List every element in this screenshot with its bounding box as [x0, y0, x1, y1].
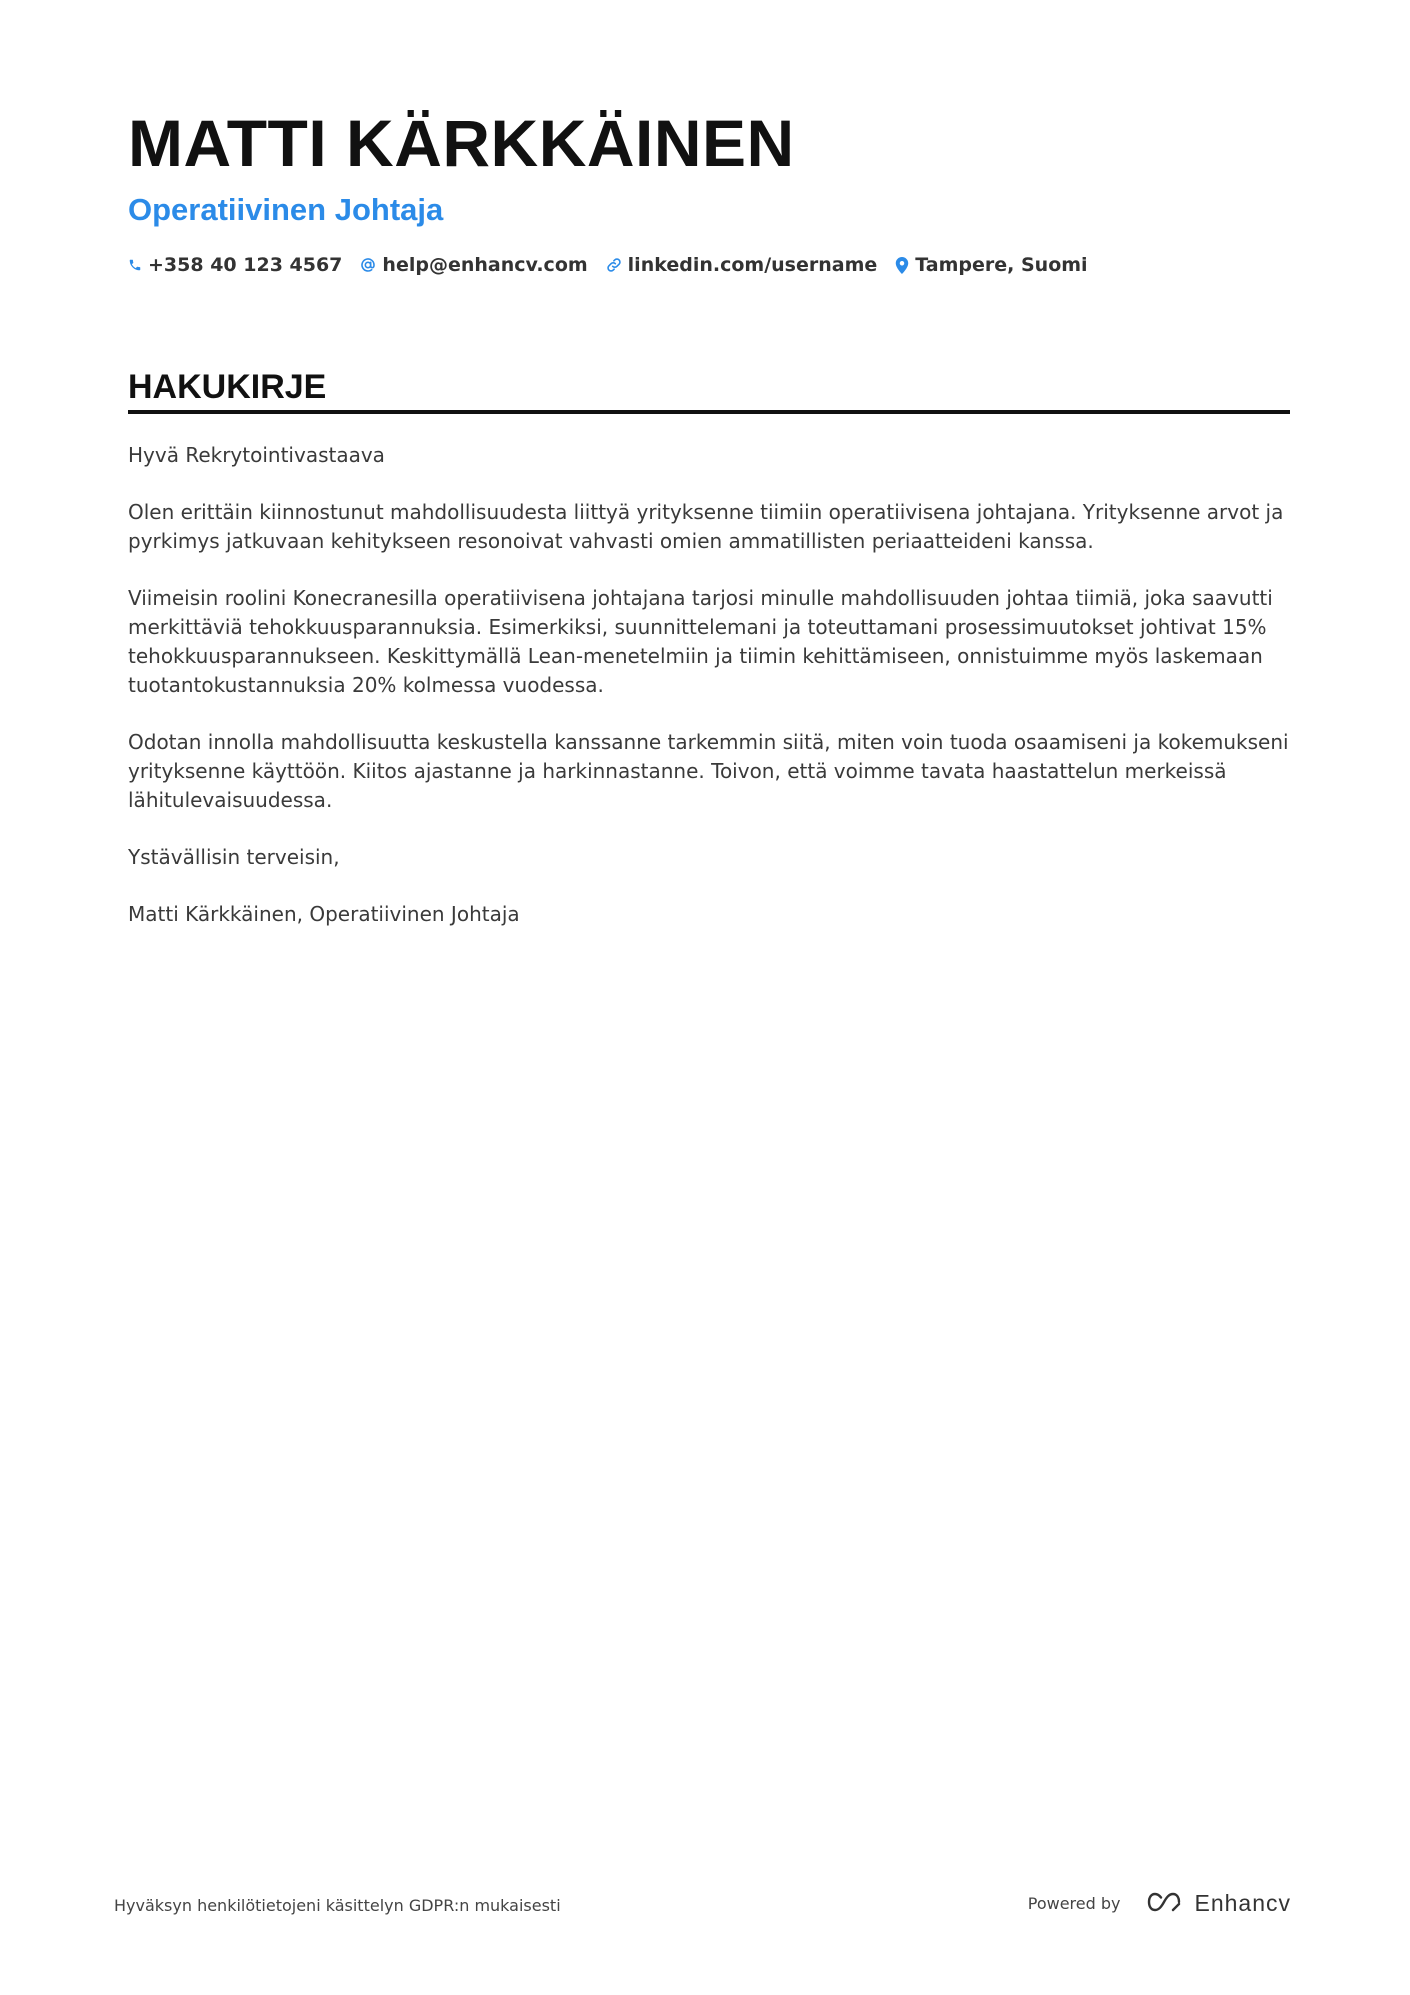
- phone-text: +358 40 123 4567: [148, 254, 343, 276]
- closing: Ystävällisin terveisin,: [128, 845, 340, 869]
- contact-linkedin[interactable]: [606, 254, 878, 276]
- letter-paragraph: Olen erittäin kiinnostunut mahdollisuudesta liittyä yrityksenne tiimiin operatiivisena johtajana. Yrityksenne arvot ja pyrkimys jatkuvaan kehitykseen resonoivat vahvasti omien ammatillisten periaatteideni kanssa.: [128, 500, 1284, 553]
- link-icon: [606, 257, 622, 273]
- location-text: Tampere, Suomi: [915, 254, 1088, 276]
- signature: Matti Kärkkäinen, Operatiivinen Johtaja: [128, 902, 520, 926]
- job-title: Operatiivinen Johtaja: [128, 192, 444, 227]
- linkedin-text: linkedin.com/username: [627, 254, 878, 276]
- letter-paragraph: Odotan innolla mahdollisuutta keskustella kanssanne tarkemmin siitä, miten voin tuoda osaamiseni ja kokemukseni yrityksenne käyttöön. Kiitos ajastanne ja harkinnastanne. Toivon, että voimme tavata haastattelun merkeissä lähitulevaisuudessa.: [128, 730, 1289, 812]
- section-divider: [128, 410, 1290, 414]
- contact-row: [128, 254, 1088, 276]
- enhancv-logo-text: Enhancv: [1194, 1890, 1291, 1916]
- enhancv-logo-icon: [1146, 1891, 1182, 1917]
- contact-phone[interactable]: [128, 254, 342, 276]
- letter-paragraph: Viimeisin roolini Konecranesilla operatiivisena johtajana tarjosi minulle mahdollisuuden johtaa tiimiä, joka saavutti merkittäviä tehokkuusparannuksia. Esimerkiksi, suunnittelemani ja toteuttamani prosessimuutokset johtivat 15% tehokkuusparannukseen. Keskittymällä Lean-menetelmiin ja tiimin kehittämiseen, onnistuimme myös laskemaan tuotantokustannuksia 20% kolmessa vuodessa.: [128, 586, 1273, 697]
- location-pin-icon: [895, 257, 909, 274]
- letter-body: [128, 441, 1290, 957]
- email-text: help@enhancv.com: [382, 254, 588, 276]
- powered-by-label: Powered by: [1027, 1894, 1121, 1913]
- contact-email[interactable]: [360, 254, 587, 276]
- salutation: Hyvä Rekrytointivastaava: [128, 443, 385, 467]
- candidate-name: MATTI KÄRKKÄINEN: [128, 106, 795, 180]
- powered-by: [1028, 1890, 1291, 1917]
- gdpr-consent: Hyväksyn henkilötietojeni käsittelyn GDPR:n mukaisesti: [114, 1896, 561, 1915]
- phone-icon: [128, 258, 142, 272]
- at-icon: [360, 257, 376, 273]
- enhancv-logo[interactable]: [1146, 1890, 1291, 1917]
- contact-location: [895, 254, 1087, 276]
- section-title: HAKUKIRJE: [128, 368, 327, 406]
